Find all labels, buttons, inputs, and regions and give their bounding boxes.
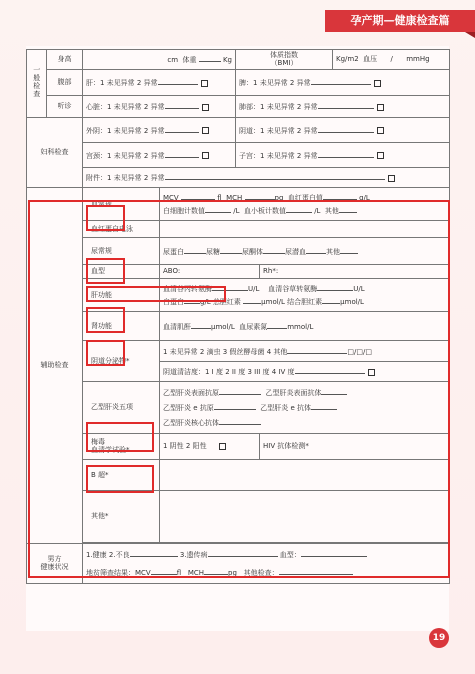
vaginal-cleanliness-field[interactable]: 阴道清洁度：1 I 度 2 II 度 3 III 度 4 IV 度 [160, 361, 450, 381]
syphilis-label: 梅毒 血清学试验* [83, 433, 160, 459]
vulva-field[interactable]: 外阴：1 未见异常 2 异常 [83, 117, 236, 142]
other-exam-field[interactable] [160, 490, 450, 542]
urine-field[interactable]: 尿蛋白 尿糖 尿酮体 尿潜血 其他 [160, 237, 450, 264]
other-exam-label: 其他* [83, 490, 160, 542]
hbv-label: 乙型肝炎五项 [83, 381, 160, 433]
cbc-label: 血常规 [83, 187, 160, 220]
height-label: 身高 [47, 50, 83, 70]
abdomen-label: 腹部 [47, 69, 83, 95]
aux-label: 辅助检查 [27, 187, 83, 543]
vagina-field[interactable]: 阴道：1 未见异常 2 异常 [236, 117, 450, 142]
page-number: 19 [429, 628, 449, 648]
header-banner: 孕产期—健康检查篇 [325, 10, 475, 32]
spleen-field[interactable]: 脾：1 未见异常 2 异常 [236, 69, 450, 95]
gyn-label: 妇科检查 [27, 117, 83, 187]
general-section-label: 一般检查 [27, 50, 47, 118]
lung-field[interactable]: 肺部：1 未见异常 2 异常 [236, 95, 450, 117]
hb-electrophoresis-field[interactable] [160, 220, 450, 237]
cervix-field[interactable]: 宫颈：1 未见异常 2 异常 [83, 142, 236, 167]
auscultation-label: 听诊 [47, 95, 83, 117]
banner-tail [465, 32, 475, 38]
liver-function-label: 肝功能 [83, 278, 160, 311]
syphilis-result-field[interactable]: 1 阴性 2 阳性 [160, 433, 260, 459]
vaginal-discharge-label: 阴道分泌物* [83, 340, 160, 381]
height-field[interactable]: cm 体重 Kg [83, 50, 236, 70]
urine-label: 尿常规 [83, 237, 160, 264]
hbv-field[interactable]: 乙型肝炎表面抗原 乙型肝炎表面抗体 乙型肝炎 e 抗原 乙型肝炎 e 抗体 乙型肝炎核心抗体 [160, 381, 450, 433]
liver-function-field[interactable]: 血清谷丙转氨酶 U/L 血清谷草转氨酶 U/L 白蛋白 g/L 总胆红素 μmol/L 结合胆红素 μmol/L [160, 278, 450, 311]
abo-field[interactable]: ABO: [160, 264, 260, 278]
health-check-form [26, 49, 450, 584]
bloodtype-label: 血型 [83, 264, 160, 278]
heart-field[interactable]: 心脏：1 未见异常 2 异常 [83, 95, 236, 117]
vaginal-discharge-field[interactable]: 1 未见异常 2 滴虫 3 假丝酵母菌 4 其他 □/□/□ [160, 340, 450, 361]
hb-electrophoresis-label: 血红蛋白电泳 [83, 220, 160, 237]
bus-field[interactable] [160, 459, 450, 490]
male-health-field[interactable]: 1.健康 2.不良 3.遗传病 血型： 地贫筛查结果：MCV fl MCH pg 其他检查： [83, 543, 450, 583]
bmi-bp-field[interactable]: Kg/m2 血压 / mmHg [333, 50, 450, 70]
kidney-function-label: 肾功能 [83, 311, 160, 340]
kidney-function-field[interactable]: 血清肌酐 μmol/L 血尿素氮 mmol/L [160, 311, 450, 340]
male-health-label: 男方 健康状况 [27, 543, 83, 583]
cbc-field[interactable]: MCV fl MCH pg 血红蛋白值 g/L 白细胞计数值 /L 血小板计数值 /L 其他 [160, 187, 450, 220]
bus-label: B 超* [83, 459, 160, 490]
hiv-label: HIV 抗体检测* [260, 433, 450, 459]
bmi-label: 体质指数 （BMI） [236, 50, 333, 70]
uterus-field[interactable]: 子宫：1 未见异常 2 异常 [236, 142, 450, 167]
liver-field[interactable]: 肝：1 未见异常 2 异常 [83, 69, 236, 95]
rh-field[interactable]: Rh*: [260, 264, 450, 278]
adnexa-field[interactable]: 附件：1 未见异常 2 异常 [83, 167, 450, 187]
